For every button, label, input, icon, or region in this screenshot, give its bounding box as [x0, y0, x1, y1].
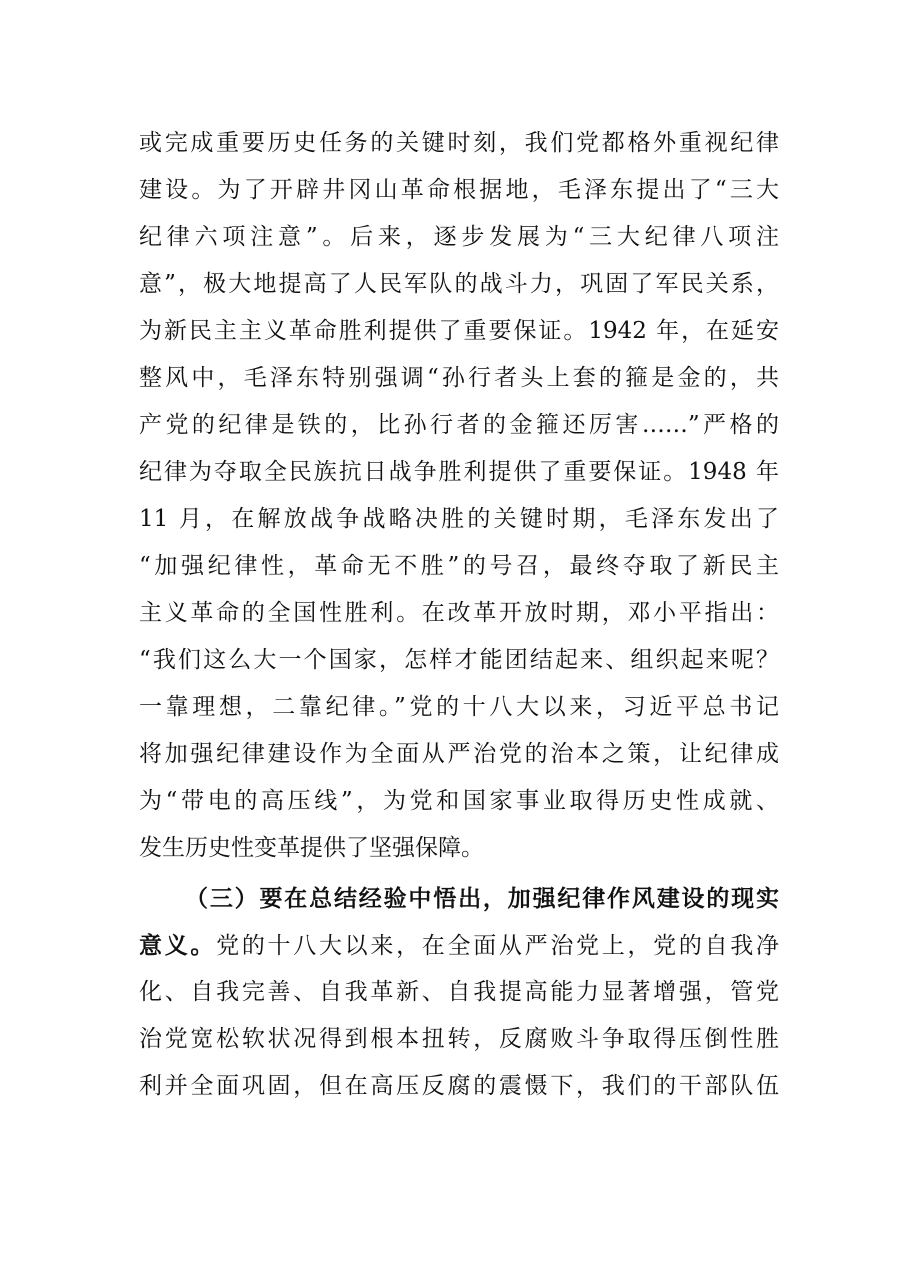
- text-line: [139, 922, 779, 969]
- text-line: 治党宽松软状况得到根本扭转，反腐败斗争取得压倒性胜: [139, 1026, 779, 1052]
- text-line: 纪律六项注意”。后来，逐步发展为“三大纪律八项注: [139, 224, 779, 250]
- text-line: 产党的纪律是铁的，比孙行者的金箍还厉害……”严格的: [139, 412, 779, 438]
- text-line: 将加强纪律建设作为全面从严治党的治本之策，让纪律成: [139, 741, 779, 767]
- body-text: [139, 120, 779, 1110]
- text-line: 发生历史性变革提供了坚强保障。: [139, 835, 484, 861]
- text-line: 11 月，在解放战争战略决胜的关键时期，毛泽东发出了: [139, 506, 779, 532]
- text-line: 意”，极大地提高了人民军队的战斗力，巩固了军民关系，: [139, 271, 779, 297]
- text-line-rest: 党的十八大以来，在全面从严治党上，党的自我净: [216, 933, 779, 959]
- text-line: 一靠理想，二靠纪律。”党的十八大以来，习近平总书记: [139, 694, 779, 720]
- text-line: 整风中，毛泽东特别强调“孙行者头上套的箍是金的，共: [139, 365, 779, 391]
- text-line: 纪律为夺取全民族抗日战争胜利提供了重要保证。1948 年: [139, 459, 779, 485]
- section-heading: （三）要在总结经验中悟出，加强纪律作风建设的现实: [185, 885, 779, 912]
- text-line: 或完成重要历史任务的关键时刻，我们党都格外重视纪律: [139, 130, 779, 156]
- text-line: 主义革命的全国性胜利。在改革开放时期，邓小平指出：: [139, 600, 779, 626]
- text-line: 化、自我完善、自我革新、自我提高能力显著增强，管党: [139, 979, 779, 1005]
- section-heading-end: 意义。: [139, 932, 217, 959]
- text-line: 建设。为了开辟井冈山革命根据地，毛泽东提出了“三大: [139, 177, 779, 203]
- text-line: 为“带电的高压线”，为党和国家事业取得历史性成就、: [139, 788, 779, 814]
- text-line: 利并全面巩固，但在高压反腐的震慑下，我们的干部队伍: [139, 1073, 779, 1099]
- text-line: “加强纪律性，革命无不胜”的号召，最终夺取了新民主: [139, 553, 779, 579]
- text-line: 为新民主主义革命胜利提供了重要保证。1942 年，在延安: [139, 318, 779, 344]
- text-line: “我们这么大一个国家，怎样才能团结起来、组织起来呢？: [139, 647, 779, 673]
